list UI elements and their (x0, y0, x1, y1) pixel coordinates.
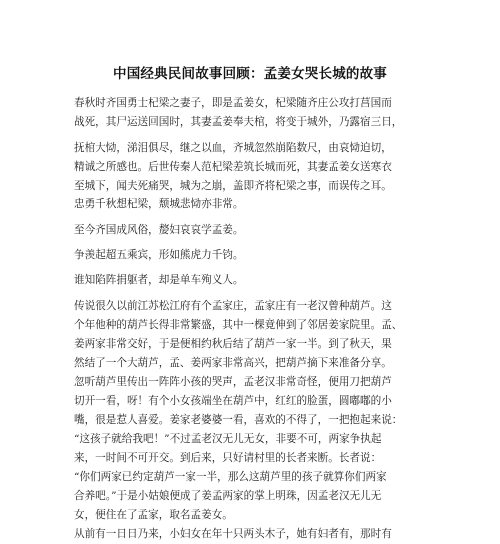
text-line: 合养吧。”于是小姑娘便成了姜孟两家的掌上明珠，因孟老汉无儿无 (74, 490, 382, 502)
poem-line-3 (74, 246, 444, 265)
text-line: 忠勇千秋想杞梁，颓城悲恸亦非常。 (74, 198, 244, 210)
text-line: 女，便住在了孟家，取名孟姜女。 (74, 509, 233, 521)
document-title: 中国经典民间故事回顾：孟姜女哭长城的故事 (113, 66, 387, 82)
text-line: 个年他种的葫芦长得非常繁盛，其中一棵竟伸到了邻居姜家院里。孟、 (74, 319, 403, 331)
text-line: 争羡起超五乘宾，形如熊虎力千钧。 (74, 249, 244, 261)
text-line: 传说很久以前江苏松江府有个孟家庄，孟家庄有一老汉曾种葫芦。这 (74, 300, 392, 312)
text-line: 从前有一日日乃来，小妇女在年十只两头木子，她有妇者有，那时有 (74, 528, 392, 540)
text-line: 抚棺大恸，涕泪俱尽，继之以血，齐城忽然崩陷数尺，由哀恸迫切， (74, 142, 392, 154)
text-line: 至城下，闻夫死痛哭，城为之崩，盖即齐将杞梁之事，而误传之耳。 (74, 180, 392, 192)
text-line: 切开一看，呀！有个小女孩端坐在葫芦中，红红的脸蛋，圆嘟嘟的小 (74, 395, 392, 407)
text-line: 谁知陷阵捐躯者，却是单车殉义人。 (74, 274, 244, 286)
text-line: 精诚之所感也。后世传秦人范杞梁差筑长城而死，其妻孟姜女送寒衣 (74, 161, 392, 173)
paragraph-legend (74, 139, 444, 196)
paragraph-story (74, 297, 444, 544)
text-line: 忽听葫芦里传出一阵阵小孩的哭声，孟老汉非常奇怪，便用刀把葫芦 (74, 376, 392, 388)
text-line: 战死，其尸运送回国时，其妻孟姜奉夫棺，将变于城外，乃露宿三日， (74, 116, 403, 128)
poem-line-2 (74, 221, 444, 240)
text-line: 至今齐国成风俗，嫠妇哀哀学孟姜。 (74, 224, 244, 236)
text-line: 姜两家非常交好，于是便相约秋后结了葫芦一家一半。到了秋天，果 (74, 338, 392, 350)
poem-line-4 (74, 271, 444, 290)
paragraph-intro (74, 94, 444, 132)
text-line: 嘴，很是惹人喜爱。姜家老婆婆一看，喜欢的不得了，一把抱起来说： (74, 414, 403, 426)
text-line: “这孩子就给我吧！”不过孟老汉无儿无女，非要不可，两家争执起 (74, 433, 382, 445)
text-line: 春秋时齐国勇士杞梁之妻子，即是孟姜女，杞梁随齐庄公攻打莒国而 (74, 97, 392, 109)
text-line: 然结了一个大葫芦，孟、姜两家非常高兴，把葫芦摘下来准备分享。 (74, 357, 392, 369)
text-line: “你们两家已约定葫芦一家一半，那么这葫芦里的孩子就算你们两家 (74, 471, 387, 483)
poem-line-1 (74, 195, 444, 214)
text-line: 来，一时间不可开交。到后来，只好请村里的长者来断。长者说： (74, 452, 382, 464)
